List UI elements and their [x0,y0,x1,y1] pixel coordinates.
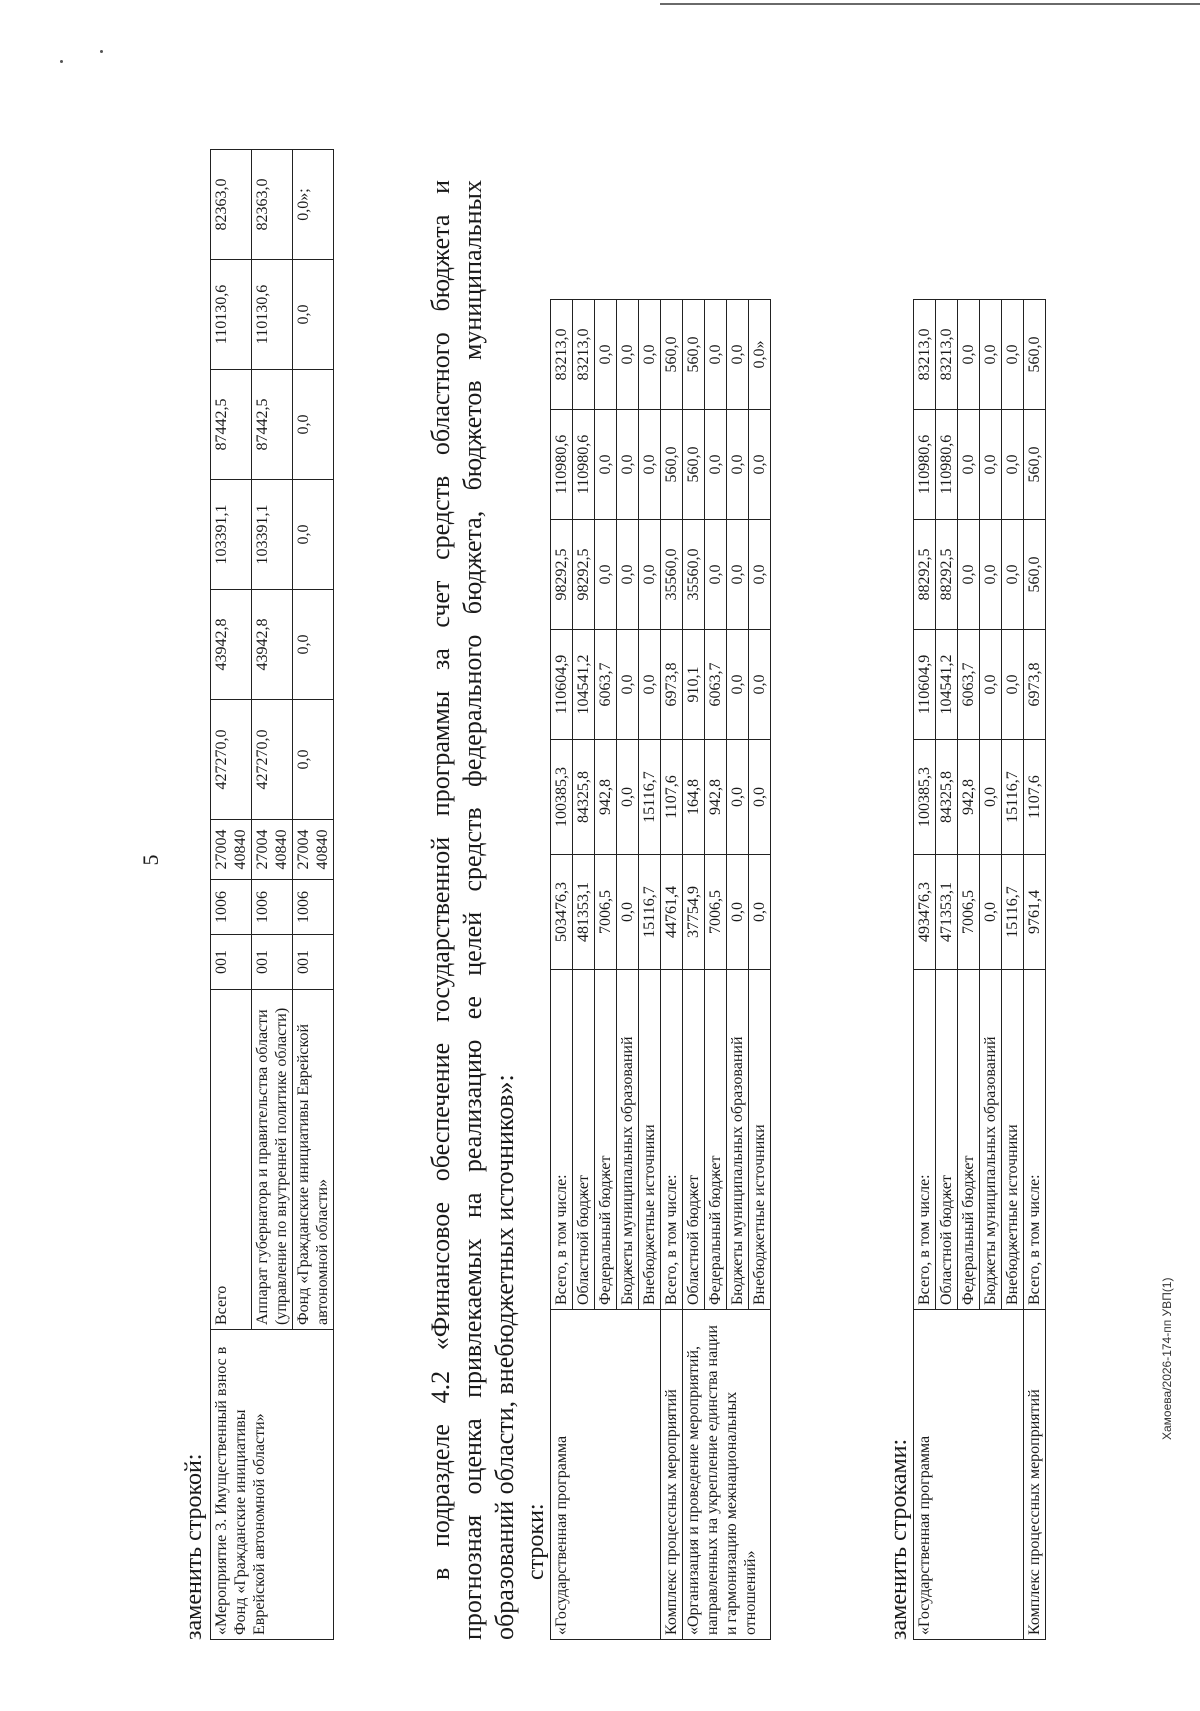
amount-cell: 0,0 [617,300,639,410]
scan-speck [60,60,63,63]
amount-cell: 560,0 [683,300,705,410]
amount-cell: 44761,4 [661,855,683,970]
code-cell: 27004 40840 [293,820,334,880]
amount-cell: 0,0 [727,740,749,855]
amount-cell: 0,0 [293,260,334,370]
table-row [683,300,705,1640]
heading-rows: строки: [523,1503,549,1580]
amount-cell: 0,0 [293,700,334,820]
amount-cell: 87442,5 [211,370,252,480]
paragraph-line: прогнозная оценка привлекаемых на реализацию ее целей средств федерального бюджета, бюджетов муниципальных [458,180,487,1640]
amount-cell: 7006,5 [595,855,617,970]
amount-cell: 0,0 [1002,520,1024,630]
amount-cell: 0,0 [958,520,980,630]
heading-replace-row: заменить строкой: [181,1453,207,1640]
table-row [1024,300,1046,1640]
rotated-page [140,80,1080,1640]
amount-cell: 560,0 [661,410,683,520]
amount-cell: 0,0 [749,740,771,855]
amount-cell: 0,0 [980,630,1002,740]
program-name-cell: «Государственная программа [551,1310,661,1640]
amendment-paragraph [425,180,521,1640]
page-number: 5 [138,854,163,866]
program-name-cell: «Государственная программа [914,1310,1024,1640]
amount-cell: 110130,6 [252,260,293,370]
funding-source-cell: Областной бюджет [683,970,705,1310]
amount-cell: 88292,5 [914,520,936,630]
amount-cell: 0,0 [958,410,980,520]
amount-cell: 0,0 [980,300,1002,410]
amount-cell: 37754,9 [683,855,705,970]
amount-cell: 0,0 [293,370,334,480]
code-cell: 001 [252,935,293,990]
funding-source-cell: Бюджеты муниципальных образований [617,970,639,1310]
amount-cell: 0,0 [293,480,334,590]
scan-speck [100,50,103,53]
amount-cell: 15116,7 [1002,740,1024,855]
amount-cell: 0,0 [727,300,749,410]
amount-cell: 0,0 [1002,630,1024,740]
amount-cell: 0,0 [727,520,749,630]
amount-cell: 0,0 [617,855,639,970]
amount-cell: 104541,2 [936,630,958,740]
executor-cell: Всего [211,990,252,1330]
amount-cell: 0,0 [1002,410,1024,520]
amount-cell: 0,0 [727,855,749,970]
amount-cell: 103391,1 [211,480,252,590]
amount-cell: 0,0 [1002,300,1024,410]
funding-source-cell: Внебюджетные источники [749,970,771,1310]
amount-cell: 15116,7 [1002,855,1024,970]
table-old-rows [550,299,771,1640]
amount-cell: 427270,0 [211,700,252,820]
heading-replace-rows: заменить строками: [886,1438,912,1640]
amount-cell: 1107,6 [661,740,683,855]
amount-cell: 471353,1 [936,855,958,970]
amount-cell: 83213,0 [573,300,595,410]
amount-cell: 83213,0 [914,300,936,410]
amount-cell: 9761,4 [1024,855,1046,970]
funding-source-cell: Федеральный бюджет [595,970,617,1310]
amount-cell: 0,0 [293,590,334,700]
amount-cell: 104541,2 [573,630,595,740]
amount-cell: 164,8 [683,740,705,855]
amount-cell: 0,0 [749,520,771,630]
amount-cell: 942,8 [705,740,727,855]
amount-cell: 100385,3 [551,740,573,855]
amount-cell: 103391,1 [252,480,293,590]
amount-cell: 110604,9 [914,630,936,740]
amount-cell: 0,0 [705,520,727,630]
amount-cell: 43942,8 [211,590,252,700]
amount-cell: 0,0 [617,740,639,855]
amount-cell: 0,0 [749,410,771,520]
code-cell: 001 [211,935,252,990]
amount-cell: 0,0 [980,520,1002,630]
amount-cell: 6063,7 [705,630,727,740]
code-cell: 27004 40840 [252,820,293,880]
amount-cell: 43942,8 [252,590,293,700]
funding-source-cell: Федеральный бюджет [705,970,727,1310]
amount-cell: 84325,8 [936,740,958,855]
funding-source-cell: Областной бюджет [936,970,958,1310]
funding-source-cell: Бюджеты муниципальных образований [980,970,1002,1310]
amount-cell: 110604,9 [551,630,573,740]
amount-cell: 0,0 [705,410,727,520]
amount-cell: 942,8 [595,740,617,855]
amount-cell: 0,0 [980,855,1002,970]
table-row [211,150,252,1640]
table-activity-3 [210,149,334,1640]
amount-cell: 560,0 [1024,520,1046,630]
amount-cell: 84325,8 [573,740,595,855]
amount-cell: 7006,5 [705,855,727,970]
amount-cell: 110980,6 [936,410,958,520]
amount-cell: 0,0 [980,740,1002,855]
amount-cell: 110130,6 [211,260,252,370]
amount-cell: 87442,5 [252,370,293,480]
amount-cell: 0,0 [595,300,617,410]
funding-source-cell: Всего, в том числе: [1024,970,1046,1310]
program-name-cell: «Организация и проведение мероприятий, направленных на укрепление единства нации и гармонизацию межнациональных отношений» [683,1310,771,1640]
amount-cell: 82363,0 [252,150,293,260]
amount-cell: 560,0 [1024,410,1046,520]
code-cell: 001 [293,935,334,990]
activity-name-cell: «Мероприятие 3. Имущественный взнос в Фонд «Гражданские инициативы Еврейской автономной области» [211,1330,334,1640]
code-cell: 1006 [252,880,293,935]
amount-cell: 0,0 [617,520,639,630]
amount-cell: 0,0» [749,300,771,410]
amount-cell: 0,0 [595,410,617,520]
amount-cell: 88292,5 [936,520,958,630]
amount-cell: 942,8 [958,740,980,855]
code-cell: 27004 40840 [211,820,252,880]
amount-cell: 6063,7 [595,630,617,740]
funding-source-cell: Федеральный бюджет [958,970,980,1310]
amount-cell: 1107,6 [1024,740,1046,855]
code-cell: 1006 [211,880,252,935]
table-row [661,300,683,1640]
program-name-cell: Комплекс процессных мероприятий [661,1310,683,1640]
amount-cell: 0,0 [595,520,617,630]
amount-cell: 560,0 [683,410,705,520]
amount-cell: 910,1 [683,630,705,740]
amount-cell: 98292,5 [573,520,595,630]
funding-source-cell: Внебюджетные источники [1002,970,1024,1310]
paragraph-line: образований области, внебюджетных источников»: [490,1074,519,1640]
amount-cell: 15116,7 [639,740,661,855]
amount-cell: 82363,0 [211,150,252,260]
funding-source-cell: Бюджеты муниципальных образований [727,970,749,1310]
amount-cell: 110980,6 [551,410,573,520]
table-row [551,300,573,1640]
amount-cell: 0,0 [749,855,771,970]
amount-cell: 98292,5 [551,520,573,630]
amount-cell: 0,0 [727,630,749,740]
document-reference: Хамоева/2026-174-пп УВП(1) [1160,1277,1174,1440]
amount-cell: 0,0 [705,300,727,410]
funding-source-cell: Областной бюджет [573,970,595,1310]
funding-source-cell: Внебюджетные источники [639,970,661,1310]
amount-cell: 83213,0 [551,300,573,410]
amount-cell: 35560,0 [683,520,705,630]
amount-cell: 0,0 [639,630,661,740]
amount-cell: 0,0»; [293,150,334,260]
executor-cell: Аппарат губернатора и правительства области (управление по внутренней политике области) [252,990,293,1330]
amount-cell: 0,0 [727,410,749,520]
amount-cell: 83213,0 [936,300,958,410]
amount-cell: 493476,3 [914,855,936,970]
amount-cell: 110980,6 [914,410,936,520]
amount-cell: 100385,3 [914,740,936,855]
amount-cell: 110980,6 [573,410,595,520]
amount-cell: 0,0 [958,300,980,410]
amount-cell: 6063,7 [958,630,980,740]
amount-cell: 6973,8 [661,630,683,740]
program-name-cell: Комплекс процессных мероприятий [1024,1310,1046,1640]
amount-cell: 0,0 [617,630,639,740]
amount-cell: 7006,5 [958,855,980,970]
paragraph-line: в подразделе 4.2 «Финансовое обеспечение государственной программы за счет средств областного бюджета и [426,180,455,1580]
funding-source-cell: Всего, в том числе: [661,970,683,1310]
amount-cell: 0,0 [639,520,661,630]
top-edge-line [660,3,1200,5]
amount-cell: 35560,0 [661,520,683,630]
amount-cell: 0,0 [639,410,661,520]
table-row [914,300,936,1640]
amount-cell: 560,0 [1024,300,1046,410]
amount-cell: 0,0 [617,410,639,520]
amount-cell: 6973,8 [1024,630,1046,740]
amount-cell: 503476,3 [551,855,573,970]
amount-cell: 0,0 [639,300,661,410]
table-new-rows [913,299,1046,1640]
amount-cell: 560,0 [661,300,683,410]
amount-cell: 15116,7 [639,855,661,970]
amount-cell: 427270,0 [252,700,293,820]
amount-cell: 0,0 [749,630,771,740]
code-cell: 1006 [293,880,334,935]
amount-cell: 0,0 [980,410,1002,520]
amount-cell: 481353,1 [573,855,595,970]
funding-source-cell: Всего, в том числе: [914,970,936,1310]
executor-cell: Фонд «Гражданские инициативы Еврейской автономной области» [293,990,334,1330]
funding-source-cell: Всего, в том числе: [551,970,573,1310]
